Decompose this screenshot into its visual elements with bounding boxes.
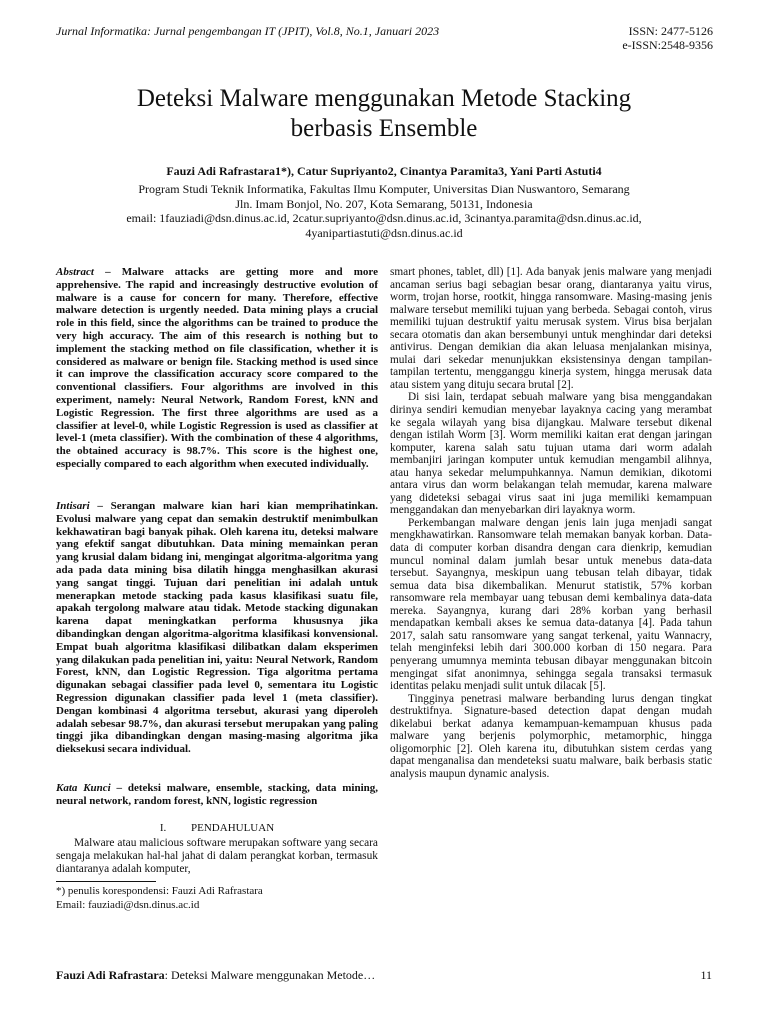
paragraph: Perkembangan malware dengan jenis lain juga menjadi sangat mengkhawatirkan. Ransomware telah memakan banyak korban. Data-data di computer korban disandra dengan cara dienkrip, kemudian muncul nominal dalam jumlah besar untuk menebus data-data tersebut. Sayangnya, meskipun uang tebusan telah dibayar, tidak semua data bisa dikembalikan. Menurut statistik, 57% korban ransomware rela membayar uang tebusan demi kembalinya data-data mereka. Sayangnya, kurang dari 28% korban yang berhasil mendapatkan kembali akses ke semua data-datanya [4]. Pada tahun 2017, salah satu ransomware yang sangat terkenal, yaitu Wannacry, telah menginfeksi lebih dari 300.000 korban di 150 negara. Para penyerang umumnya meminta tebusan dibayar menggunakan bitcoin mengingat sifat anonimnya, sehingga segala transaksi termasuk identitas pelaku menjadi sulit untuk dilacak [5]. <box>390 516 712 693</box>
affiliation-line-1: Program Studi Teknik Informatika, Fakultas Ilmu Komputer, Universitas Dian Nuswantoro, Semarang <box>138 182 630 196</box>
eissn: e-ISSN:2548-9356 <box>622 38 713 52</box>
keywords <box>56 782 378 808</box>
affiliation <box>40 182 728 240</box>
abstract <box>56 266 378 471</box>
paper-title <box>60 84 708 144</box>
abstract-text: – Malware attacks are getting more and more apprehensive. The rapid and increasingly destructive evolution of malware is a cause for concern for many. Therefore, effective malware detection is urgently needed. Data mining plays a crucial role in this field, since the algorithms can be trained to produce the very high accuracy. The aim of this research is nothing but to implement the stacking method on file classification, whether it is considered as malware or benign file. Stacking method is used since it can improve the classification accuracy score compared to the conventional classifiers. Four algorithms are involved in this experiment, namely: Neural Network, Random Forest, kNN and Logistic Regression. The first three algorithms are used as a classifier at level-0, while Logistic Regression is used as classifier at level-1 (meta classifier). With the combination of these 4 algorithms, the obtained accuracy is 98.7%. This score is the highest one, especially compared to each algorithm when executed individually. <box>56 266 378 470</box>
section-number: I. <box>159 822 167 834</box>
paragraph: smart phones, tablet, dll) [1]. Ada banyak jenis malware yang menjadi ancaman serius bagi sebagian besar orang, diantaranya yaitu virus, worm, trojan horse, rootkit, hingga ransomware. Masing-masing jenis malware tersebut memiliki tujuan yang berbeda. Sebagai contoh, virus memiliki tujuan destruktif yaitu merusak system. Virus bisa berjalan secara otomatis dan akan bersembunyi untuk menghindar dari deteksi antivirus. Dengan demikian dia akan leluasa menjalankan misinya, mulai dari sekedar menunjukkan eksistensinya dengan tampilan-tampilan tertentu, mengganggu kinerja system, hingga merusak data atau sistem yang dituju secara brutal [2]. <box>390 266 712 391</box>
footer-title: : Deteksi Malware menggunakan Metode… <box>164 968 376 982</box>
issn-block <box>622 24 713 52</box>
footnote-corresponding: *) penulis korespondensi: Fauzi Adi Rafrastara <box>56 885 263 897</box>
section-heading <box>56 822 378 835</box>
email-line-1: email: 1fauziadi@dsn.dinus.ac.id, 2catur.supriyanto@dsn.dinus.ac.id, 3cinantya.paramita@dsn.dinus.ac.id, <box>126 211 642 225</box>
right-column <box>390 266 712 780</box>
page-footer <box>56 968 375 983</box>
footnote-email: Email: fauziadi@dsn.dinus.ac.id <box>56 899 200 911</box>
journal-header: Jurnal Informatika: Jurnal pengembangan IT (JPIT), Vol.8, No.1, Januari 2023 <box>56 24 440 38</box>
footer-author: Fauzi Adi Rafrastara <box>56 968 165 982</box>
email-line-2: 4yanipartiastuti@dsn.dinus.ac.id <box>305 225 463 240</box>
abstract-label: Abstract <box>56 266 94 278</box>
title-line-2: berbasis Ensemble <box>290 115 478 142</box>
issn: ISSN: 2477-5126 <box>628 24 713 38</box>
title-line-1: Deteksi Malware menggunakan Metode Stacking <box>136 85 632 112</box>
footnote-divider <box>56 881 156 882</box>
keywords-label: Kata Kunci <box>56 782 111 794</box>
intisari <box>56 500 378 756</box>
page-number: 11 <box>700 968 712 982</box>
paragraph: Tingginya penetrasi malware berbanding lurus dengan tingkat destruktifnya. Signature-based detection dapat dengan mudah dikelabui berkat adanya kemampuan-kemampuan khusus pada malware yang berjenis polymorphic, metamorphic, hingga oligomorphic [2]. Oleh karena itu, dibutuhkan sistem cerdas yang dapat menganalisa dan mendeteksi suatu malware, baik berbasis static analysis maupun dynamic analysis. <box>390 692 712 780</box>
authors: Fauzi Adi Rafrastara1*), Catur Supriyanto2, Cinantya Paramita3, Yani Parti Astuti4 <box>166 164 602 178</box>
footnote <box>56 884 263 912</box>
affiliation-line-2: Jln. Imam Bonjol, No. 207, Kota Semarang, 50131, Indonesia <box>235 196 533 211</box>
intro-paragraph: Malware atau malicious software merupakan software yang secara sengaja melakukan hal-hal jahat di dalam perangkat korban, termasuk diantaranya adalah komputer, <box>56 837 378 875</box>
section-title: PENDAHULUAN <box>191 822 275 834</box>
intisari-text: – Serangan malware kian hari kian memprihatinkan. Evolusi malware yang cepat dan semakin destruktif menimbulkan kekhawatiran bagi banyak pihak. Oleh karena itu, deteksi malware yang efektif sangat dibutuhkan. Data mining memainkan peran yang krusial dalam bidang ini, mengingat algoritma-algoritma yang ada pada data mining bisa dilatih hingga menghasilkan akurasi yang sangat tinggi. Tujuan dari penelitian ini adalah untuk menerapkan metode stacking pada kasus klasifikasi suatu file, apakah tergolong malware atau tidak. Metode stacking digunakan karena dapat meningkatkan performa khususnya jika dibandingkan dengan algoritma-algoritma klasifikasi konvensional. Empat buah algoritma klasifikasi dilibatkan dalam eksperimen yang dilakukan pada penelitian ini, yaitu: Neural Network, Random Forest, kNN, dan Logistic Regression. Tiga algoritma pertama digunakan sebagai classifier pada level 0, sementara itu Logistic Regression digunakan classifier pada level 1 (meta classifier). Dengan kombinasi 4 algoritma tersebut, akurasi yang diperoleh adalah sebesar 98.7%, dan akurasi tersebut merupakan yang paling tinggi jika dibandingkan dengan masing-masing algoritma jika dieksekusi secara individual. <box>56 500 378 756</box>
keywords-text: – deteksi malware, ensemble, stacking, data mining, neural network, random forest, kNN, logistic regression <box>56 782 378 807</box>
intisari-label: Intisari <box>56 500 90 512</box>
paragraph: Di sisi lain, terdapat sebuah malware yang bisa menggandakan dirinya sendiri kemudian menyebar layaknya cacing yang merambat ke segala wilayah yang bisa dijangkau. Malware tersebut dikenal dengan istilah Worm [3]. Worm memiliki kaitan erat dengan jaringan komputer, karena salah satu tujuan utama dari worm adalah membanjiri jaringan komputer untuk kemudian mengambil alihnya, atau hanya sekedar melumpuhkannya. Namun demikian, dikotomi antara virus dan worm belakangan telah memudar, karena malware yang dideteksi sebagai virus saat ini juga memiliki kemampuan menggandakan dan menyebarkan diri layaknya worm. <box>390 391 712 517</box>
